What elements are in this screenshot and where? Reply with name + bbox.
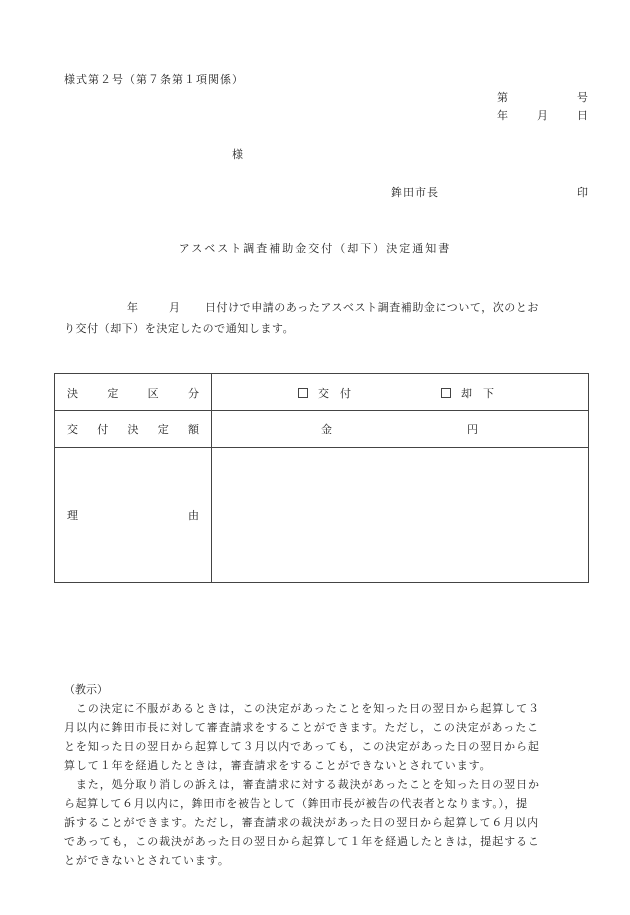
amount-unit: 円: [467, 423, 478, 436]
appeal-notice: [64, 680, 592, 870]
notice-line: ら起算して６月以内に，鉾田市を被告として（鉾田市長が被告の代表者となります。），提: [64, 797, 528, 810]
body-paragraph: [64, 297, 590, 339]
notice-line: とができないとされています。: [64, 854, 230, 867]
option-reject[interactable]: 却 下: [441, 385, 494, 401]
checkbox-grant[interactable]: [298, 388, 308, 398]
amount-prefix: 金: [321, 423, 332, 436]
notice-heading: （教示）: [64, 683, 108, 696]
notice-line: とを知った日の翌日から起算して３月以内であっても，この決定があった日の翌日から起: [64, 740, 540, 753]
doc-no-prefix: 第: [497, 91, 508, 104]
decision-table: [54, 373, 589, 583]
checkbox-reject[interactable]: [441, 388, 451, 398]
amount-field[interactable]: [345, 418, 455, 436]
document-date: [497, 107, 588, 121]
label-grant-amount: 交 付 決 定 額: [67, 423, 199, 436]
label-decision-type: 決 定 区 分: [67, 387, 199, 400]
date-day: 日: [577, 109, 588, 122]
addressee: 様: [232, 148, 243, 161]
notice-line: また，処分取り消しの訴えは，審査請求に対する裁決があったことを知った日の翌日か: [64, 778, 540, 791]
doc-no-suffix: 号: [577, 91, 588, 104]
notice-line: この決定に不服があるときは，この決定があったことを知った日の翌日から起算して３: [64, 702, 540, 715]
date-month: 月: [537, 109, 548, 122]
seal-mark: 印: [577, 186, 588, 199]
document-title: アスベスト調査補助金交付（却下）決定通知書: [178, 242, 452, 255]
option-grant[interactable]: 交 付: [298, 385, 351, 401]
document-number: [497, 89, 588, 103]
notice-line: 訴することができます。ただし，審査請求の裁決があった日の翌日から起算して６月以内: [64, 816, 540, 829]
table-column-divider: [211, 374, 212, 582]
notice-line: であっても，この裁決があった日の翌日から起算して１年を経過したときは，提起するこ: [64, 835, 540, 848]
body-line2: り交付（却下）を決定したので通知します。: [64, 322, 295, 335]
notice-line: 算して１年を経過したときは，審査請求をすることができないとされています。: [64, 759, 492, 772]
label-reason: 理 由: [67, 509, 199, 522]
body-year: 年: [127, 301, 138, 314]
table-row-divider: [55, 410, 588, 411]
body-month: 月: [169, 301, 180, 314]
notice-line: 月以内に鉾田市長に対して審査請求をすることができます。ただし，この決定があったこ: [64, 721, 540, 734]
table-row-divider: [55, 447, 588, 448]
body-line1: 日付けで申請のあったアスベスト調査補助金について，次のとお: [205, 301, 539, 314]
date-year: 年: [497, 109, 508, 122]
form-number: 様式第２号（第７条第１項関係）: [64, 73, 244, 86]
issuer-name: 鉾田市長: [391, 186, 439, 199]
reason-field[interactable]: [215, 452, 583, 578]
